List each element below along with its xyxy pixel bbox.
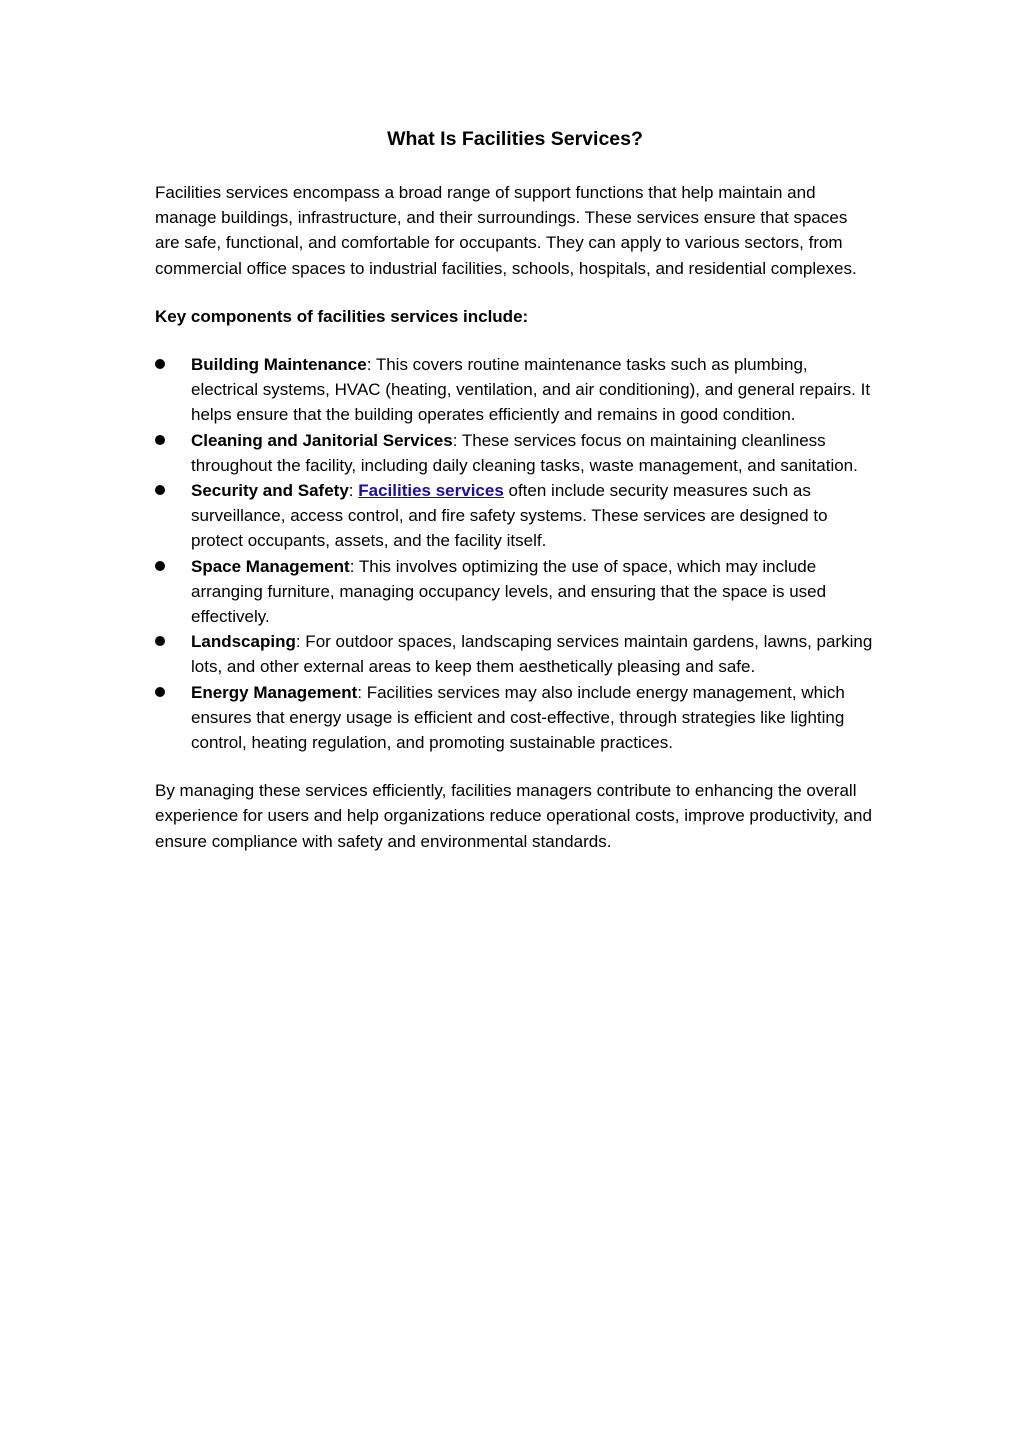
bullet-icon — [155, 485, 165, 495]
bullet-icon — [155, 687, 165, 697]
list-item — [155, 554, 875, 630]
list-item — [155, 478, 875, 554]
item-text: : This involves optimizing the use of space, which may include arranging furniture, managing occupancy levels, and ensuring that the space is used effectively. — [191, 556, 827, 627]
page-title: What Is Facilities Services? — [387, 128, 643, 150]
list-item — [155, 629, 875, 679]
bullet-icon — [155, 435, 165, 445]
closing-paragraph: By managing these services efficiently, facilities managers contribute to enhancing the overall experience for users and help organizations reduce operational costs, improve productivity, and ensure compliance with safety and environmental standards. — [155, 781, 872, 851]
item-term: Cleaning and Janitorial Services — [191, 430, 453, 450]
item-text: : For outdoor spaces, landscaping services maintain gardens, lawns, parking lots, and other external areas to keep them aesthetically pleasing and safe. — [191, 632, 873, 677]
item-term: Security and Safety — [191, 481, 349, 501]
item-term: Energy Management — [191, 682, 358, 702]
item-separator: : — [348, 481, 359, 501]
bullet-icon — [155, 561, 165, 571]
item-text: : This covers routine maintenance tasks such as plumbing, electrical systems, HVAC (heating, ventilation, and air conditioning), and general repairs. It helps ensure that the building operates efficiently and remains in good condition. — [191, 355, 871, 425]
components-list — [155, 352, 875, 755]
list-item — [155, 680, 875, 756]
document-page — [155, 124, 875, 854]
item-text: often include security measures such as surveillance, access control, and fire safety systems. These services are designed to protect occupants, assets, and the facility itself. — [191, 481, 828, 551]
bullet-icon — [155, 359, 165, 369]
item-term: Space Management — [191, 556, 350, 576]
key-components-heading: Key components of facilities services include: — [155, 306, 529, 326]
list-item — [155, 428, 875, 478]
list-item — [155, 352, 875, 428]
bullet-icon — [155, 636, 165, 646]
item-text: : These services focus on maintaining cleanliness throughout the facility, including daily cleaning tasks, waste management, and sanitation. — [191, 430, 858, 475]
item-text: : Facilities services may also include energy management, which ensures that energy usage is efficient and cost-effective, through strategies like lighting control, heating regulation, and promoting sustainable practices. — [191, 682, 845, 753]
item-term: Building Maintenance — [191, 355, 367, 375]
intro-paragraph: Facilities services encompass a broad range of support functions that help maintain and manage buildings, infrastructure, and their surroundings. These services ensure that spaces are safe, functional, and comfortable for occupants. They can apply to various sectors, from commercial office spaces to industrial facilities, schools, hospitals, and residential complexes. — [155, 183, 857, 278]
facilities-services-link[interactable]: Facilities services — [358, 481, 504, 501]
item-term: Landscaping — [191, 632, 296, 652]
